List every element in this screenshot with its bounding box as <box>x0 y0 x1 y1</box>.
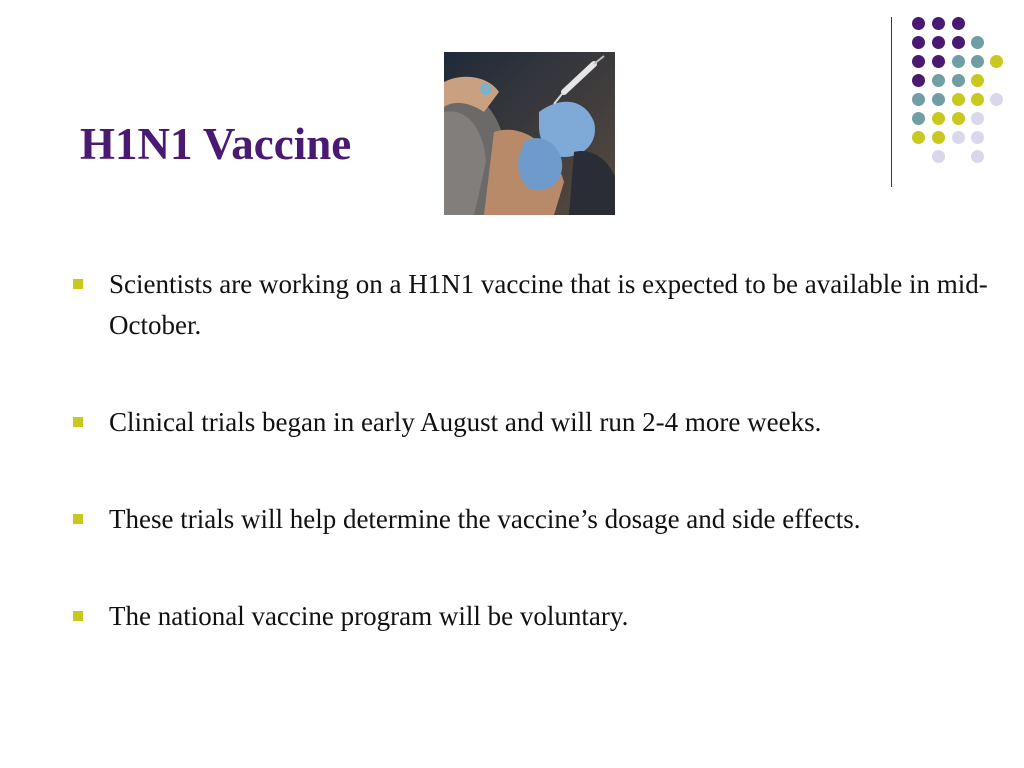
decorative-dot <box>952 74 965 87</box>
decorative-dot <box>971 112 984 125</box>
header-divider <box>891 17 892 187</box>
decorative-dot <box>932 112 945 125</box>
decorative-dot <box>952 93 965 106</box>
decorative-dot <box>971 55 984 68</box>
square-bullet-icon <box>73 514 83 524</box>
decorative-dot <box>912 74 925 87</box>
decorative-dot <box>952 36 965 49</box>
bullet-item <box>70 499 990 540</box>
decorative-dot <box>971 150 984 163</box>
decorative-dot <box>932 93 945 106</box>
square-bullet-icon <box>73 279 83 289</box>
decorative-dot <box>971 131 984 144</box>
bullet-text: Scientists are working on a H1N1 vaccine that is expected to be available in mid-October. <box>109 269 988 340</box>
decorative-dot <box>952 112 965 125</box>
square-bullet-icon <box>73 611 83 621</box>
decorative-dot <box>971 74 984 87</box>
bullet-item <box>70 264 990 346</box>
vaccination-photo-icon <box>444 52 615 215</box>
decorative-dot <box>952 17 965 30</box>
bullet-text: The national vaccine program will be voluntary. <box>109 601 629 631</box>
decorative-dot <box>912 131 925 144</box>
square-bullet-icon <box>73 417 83 427</box>
decorative-dot <box>990 55 1003 68</box>
decorative-dot <box>912 55 925 68</box>
decorative-dot <box>912 112 925 125</box>
decorative-dot <box>952 131 965 144</box>
decorative-dot <box>971 36 984 49</box>
bullet-item <box>70 596 990 637</box>
decorative-dot <box>932 150 945 163</box>
decorative-dot <box>932 55 945 68</box>
decorative-dot <box>971 93 984 106</box>
decorative-dot <box>932 17 945 30</box>
decorative-dot <box>912 93 925 106</box>
bullet-list <box>70 264 990 637</box>
decorative-dot <box>932 36 945 49</box>
slide-title: H1N1 Vaccine <box>80 119 352 169</box>
decorative-dot <box>952 55 965 68</box>
decorative-dot <box>932 131 945 144</box>
decorative-dot <box>912 36 925 49</box>
bullet-text: Clinical trials began in early August and will run 2-4 more weeks. <box>109 407 822 437</box>
decorative-dot <box>990 93 1003 106</box>
bullet-item <box>70 402 990 443</box>
bullet-text: These trials will help determine the vaccine’s dosage and side effects. <box>109 504 861 534</box>
decorative-dot <box>932 74 945 87</box>
vaccination-photo-illustration <box>444 52 615 215</box>
decorative-dot <box>912 17 925 30</box>
